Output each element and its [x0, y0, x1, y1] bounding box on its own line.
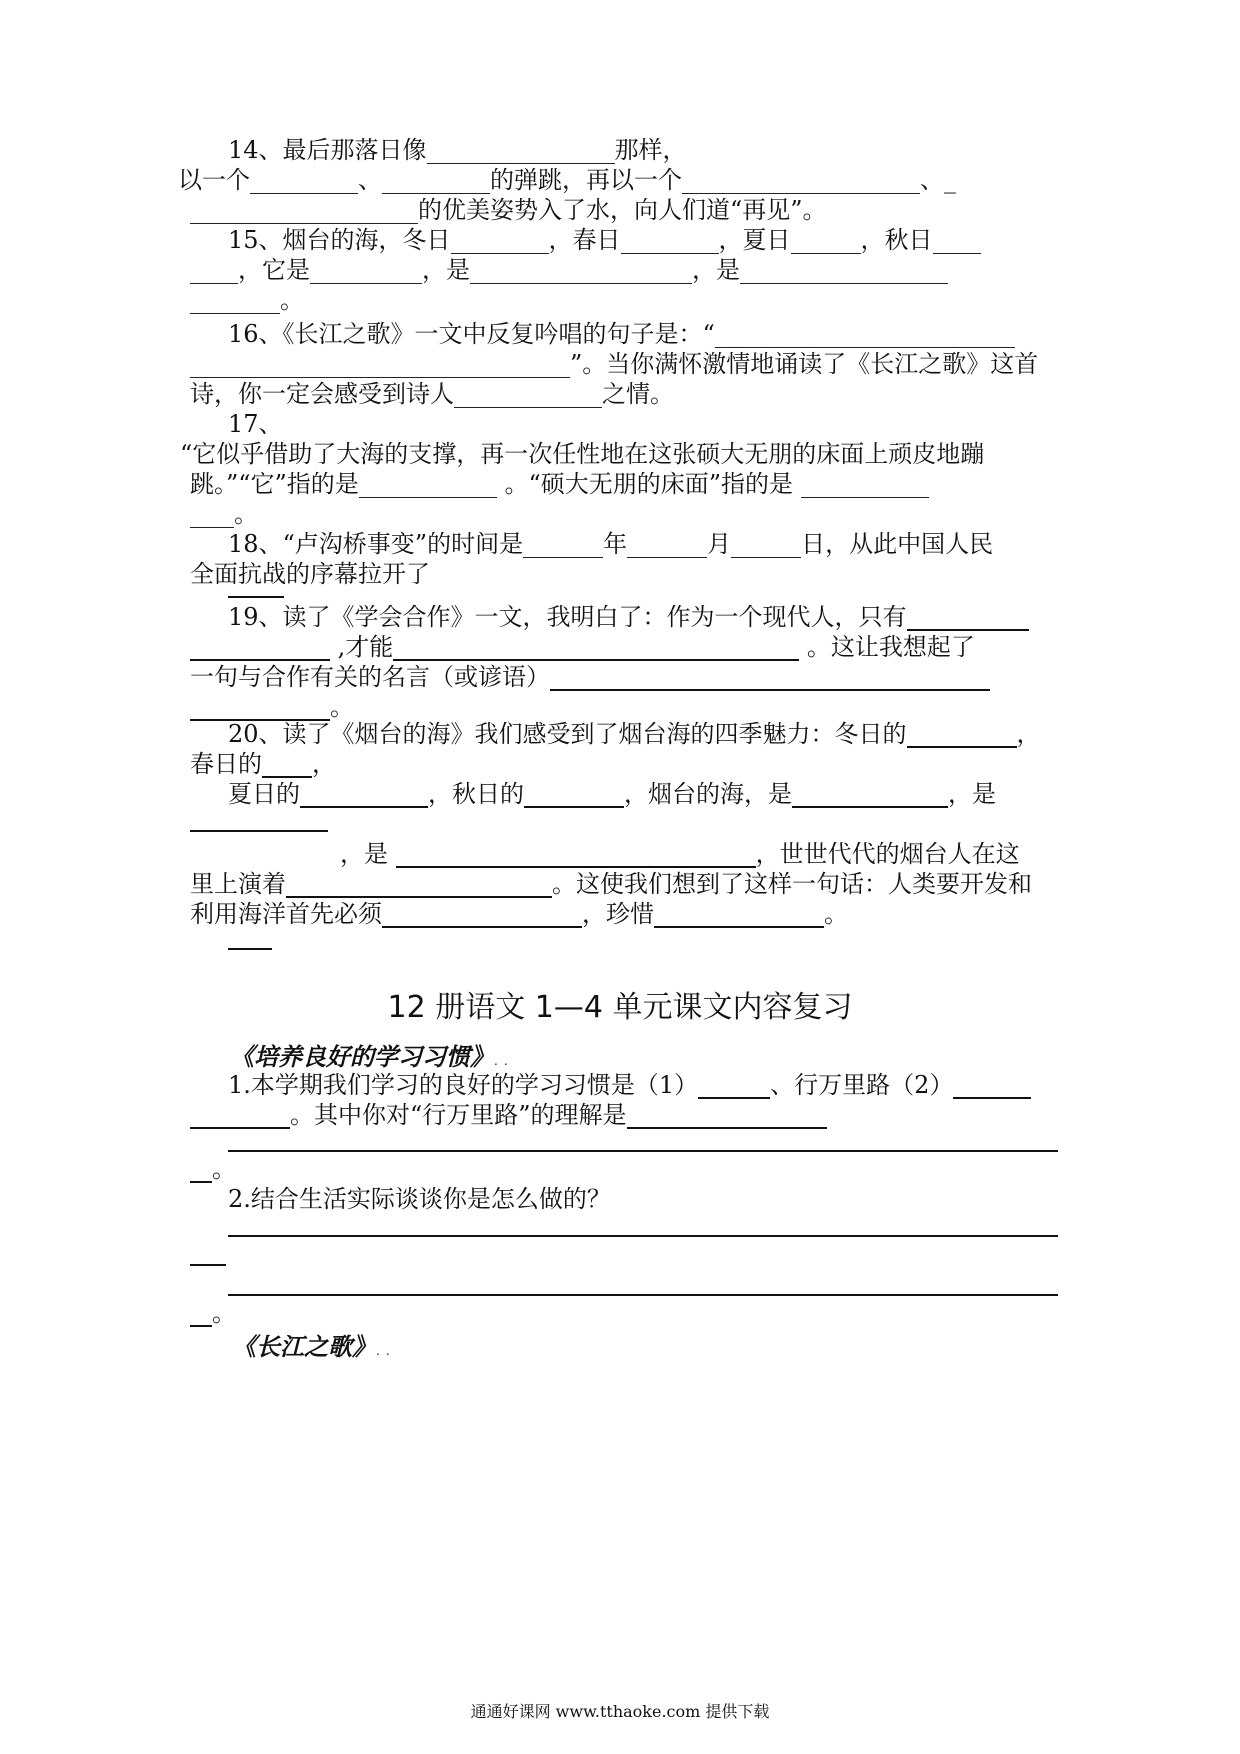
q20-blank-winter[interactable] — [907, 720, 1017, 748]
lesson1-q1-blank-2[interactable] — [953, 1071, 1031, 1099]
q15-text-f: ，是 — [422, 256, 470, 284]
q20-line6 — [190, 867, 1060, 901]
q15-blank-7[interactable] — [470, 257, 692, 284]
q20-blank-autumn[interactable] — [524, 780, 624, 808]
q15-blank-1[interactable] — [451, 227, 549, 254]
lesson1-title-text: 《培养良好的学习习惯》 — [230, 1042, 494, 1071]
q18-text-b: 年 — [603, 530, 628, 558]
q15-text-e: ，它是 — [238, 256, 310, 284]
q15-blank-3[interactable] — [791, 227, 861, 254]
lesson1-q1-blank-5[interactable] — [190, 1155, 212, 1183]
q20-text-j: ，世世代代的烟台人在这 — [755, 840, 1020, 868]
q19-line2 — [190, 630, 1060, 664]
q20-blank-3[interactable] — [396, 840, 756, 868]
q19-line1 — [228, 600, 1098, 634]
q14-text-f: 的优美姿势入了水，向人们道“再见”。 — [418, 196, 827, 224]
q16-line2 — [190, 347, 1060, 381]
q14-line2 — [178, 163, 1048, 197]
q15-blank-8[interactable] — [740, 257, 948, 284]
q18-line2 — [190, 557, 1060, 591]
q20-text-e: 夏日的 — [228, 780, 300, 808]
q20-blank-6[interactable] — [654, 900, 824, 928]
q14-text-b: 那样， — [614, 136, 687, 164]
q14-text-d: 的弹跳，再以一个 — [490, 166, 682, 194]
q20-line7 — [190, 897, 1060, 931]
q16-text-d: 之情。 — [602, 380, 674, 408]
footer-text: 通通好课网 www.tthaoke.com 提供下载 — [470, 1702, 770, 1721]
q17-blank-3[interactable] — [190, 501, 234, 528]
q15-line3 — [190, 283, 1060, 317]
lesson1-q1-blank-3[interactable] — [190, 1101, 290, 1129]
q17-blank-2[interactable] — [801, 471, 929, 498]
q17-text-end: 。 — [234, 500, 258, 528]
q20-blank-4[interactable] — [286, 870, 552, 898]
q20-text-l: 。这使我们想到了这样一句话：人类要开发和 — [552, 870, 1032, 898]
q17-line3 — [190, 497, 1060, 531]
q14-line3 — [190, 193, 1060, 227]
q14-blank-2[interactable] — [250, 167, 358, 194]
q17-text-a: “它似乎借助了大海的支撑，再一次任性地在这张硕大无朋的床面上顽皮地蹦 — [180, 440, 985, 468]
q20-line1 — [228, 717, 1098, 751]
q14-text-e: 、_ — [920, 166, 956, 194]
q15-blank-5[interactable] — [190, 257, 238, 284]
q20-line3 — [228, 777, 1098, 811]
q19-blank-3[interactable] — [393, 633, 799, 661]
q20-text-k: 里上演着 — [190, 870, 286, 898]
lesson1-q2-text-end: 。 — [212, 1299, 236, 1327]
q19-blank-1[interactable] — [907, 603, 1029, 631]
q19-line3 — [190, 660, 1060, 694]
lesson1-q1-line1 — [228, 1068, 1098, 1102]
q19-text-a: 19、读了《学会合作》一文，我明白了：作为一个现代人，只有 — [228, 603, 907, 631]
q20-line2 — [190, 747, 1060, 781]
q17-line2 — [190, 467, 1060, 501]
q19-text-c: 。这让我想起了 — [806, 633, 975, 661]
q17-line1 — [180, 437, 1050, 471]
lesson1-q2 — [228, 1182, 1098, 1216]
q17-text-b: 跳。”“它”指的是 — [190, 470, 359, 498]
q20-blank-spring[interactable] — [262, 750, 312, 778]
q15-blank-9[interactable] — [190, 287, 280, 314]
lesson1-q1-end — [190, 1152, 1060, 1186]
lesson1-q2-answer-line-1b[interactable] — [190, 1264, 226, 1266]
q16-text-a: 16、《长江之歌》一文中反复吟唱的句子是：“ — [228, 320, 715, 348]
q20-text-n: ，珍惜 — [582, 900, 654, 928]
q20-text-h: ，是 — [948, 780, 996, 808]
q20-text-m: 利用海洋首先必须 — [190, 900, 382, 928]
q20-text-a: 20、读了《烟台的海》我们感受到了烟台海的四季魅力：冬日的 — [228, 720, 907, 748]
q19-blank-4[interactable] — [550, 663, 990, 691]
q18-line1 — [228, 527, 1098, 561]
q16-blank-1[interactable] — [715, 321, 1015, 348]
lesson1-q2-answer-line-1[interactable] — [228, 1235, 1058, 1237]
lesson1-q1-text-b: 、行万里路（2） — [770, 1071, 954, 1099]
section-title: 12 册语文 1—4 单元课文内容复习 — [387, 990, 853, 1025]
q19-blank-2[interactable] — [190, 633, 330, 661]
q20-blank-2[interactable] — [190, 830, 328, 832]
lesson1-dots: .. — [494, 1054, 514, 1068]
q20-text-i: ，是 — [340, 840, 388, 868]
q16-line1 — [228, 317, 1098, 351]
lesson2-title-text: 《长江之歌》 — [232, 1332, 376, 1361]
q20-blank-summer[interactable] — [300, 780, 428, 808]
q15-text-d: ，秋日 — [860, 226, 933, 254]
lesson1-q1-text-c: 。其中你对“行万里路”的理解是 — [290, 1101, 627, 1129]
lesson1-q1-text-a: 1.本学期我们学习的良好的学习习惯是（1） — [228, 1071, 699, 1099]
q14-blank-3[interactable] — [382, 167, 490, 194]
q17-num: 17、 — [228, 410, 283, 438]
q15-blank-4[interactable] — [933, 227, 981, 254]
q15-text-g: ，是 — [692, 256, 740, 284]
q17-number — [228, 407, 1098, 441]
lesson1-q2-text: 2.结合生活实际谈谈你是怎么做的？ — [228, 1185, 611, 1213]
q19-text-end: 。 — [330, 693, 354, 721]
q20-text-d: ， — [312, 750, 336, 778]
q18-blank-month[interactable] — [627, 531, 707, 558]
q18-blank-year[interactable] — [523, 531, 603, 558]
q14-blank-1[interactable] — [427, 137, 615, 164]
lesson1-q1-blank-1[interactable] — [698, 1071, 770, 1099]
q19-text-d: 一句与合作有关的名言（或谚语） — [190, 663, 550, 691]
q14-blank-4[interactable] — [682, 167, 920, 194]
q20-text-g: ，烟台的海，是 — [624, 780, 792, 808]
q18-text-c: 月 — [707, 530, 732, 558]
q15-blank-2[interactable] — [621, 227, 719, 254]
lesson2-title — [232, 1330, 1102, 1368]
q18-blank-day[interactable] — [731, 531, 801, 558]
lesson2-dots: .. — [376, 1344, 396, 1358]
q19-text-b: ,才能 — [337, 633, 394, 661]
q18-text-e: 全面抗战的序幕拉开了 — [190, 560, 430, 588]
q14-blank-5[interactable] — [190, 197, 418, 224]
q14-text-a: 14、最后那落日像 — [228, 136, 427, 164]
q18-text-d: 日，从此中国人民 — [801, 530, 994, 558]
q20-text-o: 。 — [824, 900, 848, 928]
q20-text-c: 春日的 — [190, 750, 262, 778]
lesson1-q2-end — [190, 1296, 1060, 1330]
q17-text-c: 。“硕大无朋的床面”指的是 — [504, 470, 793, 498]
q20-blank-5[interactable] — [382, 900, 582, 928]
lesson1-q1-blank-4[interactable] — [627, 1101, 827, 1129]
q15-text-end: 。 — [280, 286, 304, 314]
q15-blank-6[interactable] — [310, 257, 422, 284]
q16-text-b: ”。当你满怀激情地诵读了《长江之歌》这首 — [570, 350, 1039, 378]
q14-text-c: 以一个 — [178, 166, 250, 194]
q16-text-c: 诗，你一定会感受到诗人 — [190, 380, 454, 408]
q18-blank-1[interactable] — [228, 596, 284, 598]
q15-text-b: ，春日 — [548, 226, 621, 254]
q15-text-c: ，夏日 — [718, 226, 791, 254]
q14-text-sep: 、 — [358, 166, 382, 194]
q16-blank-2[interactable] — [190, 351, 570, 378]
q20-text-f: ，秋日的 — [428, 780, 524, 808]
q17-blank-1[interactable] — [359, 471, 497, 498]
q18-text-a: 18、“卢沟桥事变”的时间是 — [228, 530, 524, 558]
q15-line1 — [228, 223, 1098, 257]
lesson1-q1-text-end: 。 — [212, 1155, 236, 1183]
q14-line1 — [228, 133, 1098, 167]
lesson1-q2-blank-end[interactable] — [190, 1299, 212, 1327]
q20-line5 — [340, 837, 1210, 871]
q16-line3 — [190, 377, 1060, 411]
q20-blank-1[interactable] — [792, 780, 948, 808]
q20-text-b: ， — [1016, 720, 1041, 748]
q16-blank-3[interactable] — [454, 381, 602, 408]
q15-line2 — [190, 253, 1060, 287]
lesson1-q1-line2 — [190, 1098, 1060, 1132]
q15-text-a: 15、烟台的海，冬日 — [228, 226, 451, 254]
q20-blank-7[interactable] — [228, 948, 272, 950]
